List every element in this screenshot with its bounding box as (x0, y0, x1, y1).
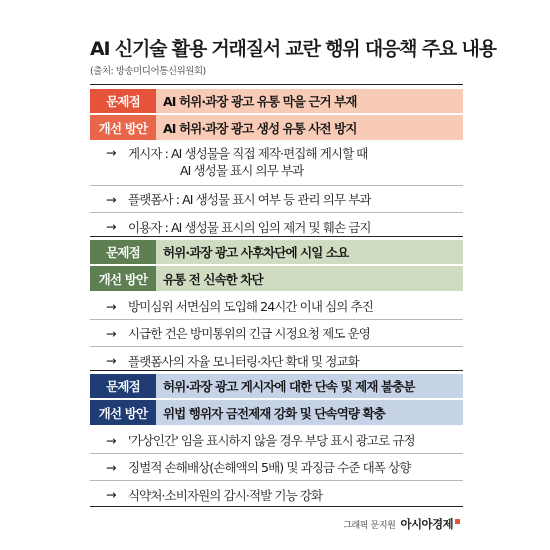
problem-text: 허위·과장 광고 사후차단에 시일 소요 (156, 240, 463, 264)
arrow-icon: → (106, 325, 116, 341)
problem-label: 문제점 (90, 240, 156, 264)
list-item (90, 186, 463, 213)
arrow-icon: → (106, 298, 116, 314)
arrow-icon: → (106, 459, 116, 475)
brand-logo: 아시아경제 (400, 517, 453, 531)
list-item (90, 293, 463, 320)
problem-text: 허위·과장 광고 게시자에 대한 단속 및 제재 불충분 (156, 374, 463, 398)
bottom-rule (90, 506, 463, 507)
arrow-icon: → (106, 191, 116, 207)
section-ai-ads (90, 89, 463, 240)
arrow-icon: → (106, 219, 116, 234)
arrow-icon: → (106, 145, 116, 160)
problem-row (90, 374, 463, 398)
solution-row (90, 400, 463, 425)
solution-row (90, 266, 463, 291)
solution-text: 유통 전 신속한 차단 (156, 266, 463, 291)
problem-label: 문제점 (90, 374, 156, 398)
solution-label: 개선 방안 (90, 115, 156, 140)
list-item (90, 481, 463, 508)
solution-row (90, 115, 463, 140)
item-text: 식약처·소비자원의 감시·적발 기능 강화 (128, 487, 323, 503)
top-rule (90, 84, 463, 85)
source-note: (출처: 방송미디어통신위원회) (90, 66, 206, 77)
brand-mark-icon (455, 519, 460, 524)
list-item (90, 454, 463, 481)
solution-label: 개선 방안 (90, 266, 156, 291)
item-text: 시급한 건은 방미통위의 긴급 시정요청 제도 운영 (128, 326, 370, 341)
item-text: 게시자 : AI 생성물을 직접 제작·편집해 게시할 때 (128, 146, 368, 161)
list-item (90, 427, 463, 454)
item-text: '가상인간' 임을 표시하지 않을 경우 부당 표시 광고로 규정 (128, 433, 415, 448)
item-text: 징벌적 손해배상(손해액의 5배) 및 과징금 수준 대폭 상향 (128, 460, 411, 475)
item-text: 이용자 : AI 생성물 표시의 임의 제거 및 훼손 금지 (128, 219, 371, 235)
problem-row (90, 240, 463, 264)
section-divider (90, 370, 463, 371)
list-item (90, 320, 463, 347)
arrow-icon: → (106, 353, 116, 368)
item-text-continued: AI 생성물 표시 의무 부과 (180, 163, 304, 178)
solution-text: AI 허위·과장 광고 생성 유통 사전 방지 (156, 115, 463, 140)
page-title: AI 신기술 활용 거래질서 교란 행위 대응책 주요 내용 (90, 38, 496, 60)
solution-text: 위법 행위자 금전제재 강화 및 단속역량 확충 (156, 400, 463, 425)
graphic-credit: 그래픽 문지원 (343, 520, 396, 531)
problem-row (90, 89, 463, 113)
section-divider (90, 236, 463, 237)
item-text: 플랫폼사의 자율 모니터링·차단 확대 및 정교화 (128, 353, 359, 369)
problem-text: AI 허위·과장 광고 유통 막을 근거 부재 (156, 89, 463, 113)
section-blocking (90, 240, 463, 374)
item-text: 플랫폼사 : AI 생성물 표시 여부 등 관리 의무 부과 (128, 192, 371, 207)
list-item (90, 142, 463, 186)
solution-label: 개선 방안 (90, 400, 156, 425)
footer (343, 516, 460, 532)
arrow-icon: → (106, 487, 116, 502)
problem-label: 문제점 (90, 89, 156, 113)
item-text: 방미심위 서면심의 도입해 24시간 이내 심의 추진 (128, 299, 373, 314)
section-sanctions (90, 374, 463, 508)
arrow-icon: → (106, 432, 116, 448)
